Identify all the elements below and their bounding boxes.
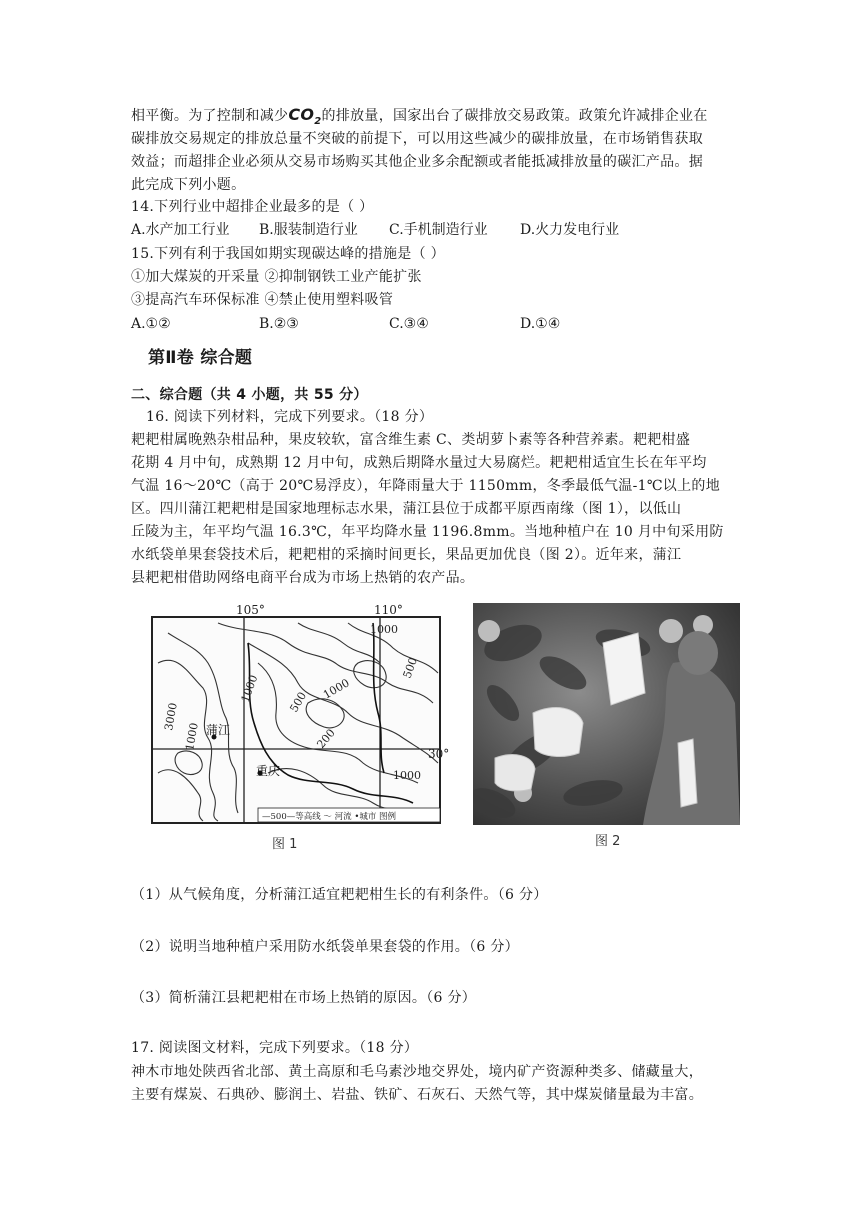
q14-option-b: B.服装制造行业 xyxy=(259,222,358,238)
q16-stem: 16. 阅读下列材料，完成下列要求。（18 分） xyxy=(146,409,434,425)
volume-title: 第Ⅱ卷 综合题 xyxy=(148,348,253,368)
q14-option-d: D.火力发电行业 xyxy=(520,222,620,238)
q16-sub-question-3: （3）简析蒲江县耙耙柑在市场上热销的原因。（6 分） xyxy=(131,990,477,1006)
contour-label-7: 1000 xyxy=(183,721,201,752)
photo-svg xyxy=(473,603,740,825)
contour-label-8: 1000 xyxy=(238,673,261,705)
q16-line-4: 区。四川蒲江耙耙柑是国家地理标志水果，蒲江县位于成都平原西南缘（图 1），以低山 xyxy=(131,501,682,517)
intro-line-2: 碳排放交易规定的排放总量不突破的前提下，可以用这些减少的碳排放量，在市场销售获取 xyxy=(131,131,703,147)
figure-1-caption: 图 1 xyxy=(272,837,298,852)
map-legend: —500—等高线 ～ 河流 •城市 图例 xyxy=(262,812,397,822)
paper-bag-1 xyxy=(603,633,645,705)
q15-option-c: C.③④ xyxy=(389,316,429,332)
intro-line-1-pre: 相平衡。为了控制和减少 xyxy=(131,108,289,124)
worker-head xyxy=(678,631,718,675)
figure-2-caption: 图 2 xyxy=(595,834,621,849)
map-city-pujiang: 蒲江 xyxy=(206,723,231,737)
figure-1-map xyxy=(148,603,453,828)
q16-line-2: 花期 4 月中旬，成熟期 12 月中旬，成熟后期降水量过大易腐烂。耙耙柑适宜生长在年平均 xyxy=(131,455,707,471)
q16-sub-question-1: （1）从气候角度，分析蒲江适宜耙耙柑生长的有利条件。（6 分） xyxy=(131,887,548,903)
q15-items-1: ①加大煤炭的开采量 ②抑制钢铁工业产能扩张 xyxy=(131,269,422,285)
q14-option-a: A.水产加工行业 xyxy=(131,222,230,238)
part-title: 二、综合题（共 4 小题，共 55 分） xyxy=(131,387,368,403)
q15-option-d: D.①④ xyxy=(520,316,561,332)
q16-line-3: 气温 16～20℃（高于 20℃易浮皮），年降雨量大于 1150mm，冬季最低气温-1℃以上的地 xyxy=(131,478,720,494)
co2-text: CO xyxy=(288,105,315,124)
q15-items-2: ③提高汽车环保标准 ④禁止使用塑料吸管 xyxy=(131,292,394,308)
q15-option-a: A.①② xyxy=(131,316,171,332)
contour-label-3: 1000 xyxy=(321,676,352,702)
q15-option-b: B.②③ xyxy=(259,316,299,332)
q17-line-1: 神木市地处陕西省北部、黄土高原和毛乌素沙地交界处，境内矿产资源种类多、储藏量大， xyxy=(131,1064,703,1080)
contour-label-1: 1000 xyxy=(370,623,398,636)
intro-line-3: 效益；而超排企业必须从交易市场购买其他企业多余配额或者能抵减排放量的碳汇产品。据 xyxy=(131,154,703,170)
q16-line-5: 丘陵为主，年平均气温 16.3℃，年平均降水量 1196.8mm。当地种植户在 10 月中旬采用防 xyxy=(131,524,724,540)
paper-bag-3 xyxy=(495,755,535,791)
q14-stem: 14.下列行业中超排企业最多的是（ ） xyxy=(131,199,374,215)
q16-sub-question-2: （2）说明当地种植户采用防水纸袋单果套袋的作用。（6 分） xyxy=(131,939,519,955)
q17-line-2: 主要有煤炭、石典砂、膨润土、岩盐、铁矿、石灰石、天然气等，其中煤炭储量最为丰富。 xyxy=(131,1087,703,1103)
contour-label-4: 500 xyxy=(400,655,421,681)
q14-option-c: C.手机制造行业 xyxy=(389,222,488,238)
intro-line-4: 此完成下列小题。 xyxy=(131,177,246,193)
map-lat-30: 30° xyxy=(428,747,450,761)
figure-2-photo xyxy=(473,603,740,825)
q15-stem: 15.下列有利于我国如期实现碳达峰的措施是（ ） xyxy=(131,246,445,262)
paper-bag-2 xyxy=(533,708,583,757)
map-lon-105: 105° xyxy=(236,603,265,617)
q16-line-7: 县耙耙柑借助网络电商平台成为市场上热销的农产品。 xyxy=(131,570,475,586)
intro-line-1-post: 的排放量，国家出台了碳排放交易政策。政策允许减排企业在 xyxy=(321,108,708,124)
q16-line-1: 耙耙柑属晚熟杂柑品种，果皮较软，富含维生素 C、类胡萝卜素等各种营养素。耙耙柑盛 xyxy=(131,432,691,448)
q16-line-6: 水纸袋单果套袋技术后，耙耙柑的采摘时间更长，果品更加优良（图 2）。近年来，蒲江 xyxy=(131,547,682,563)
contour-label-6: 3000 xyxy=(162,701,180,732)
q17-stem: 17. 阅读图文材料，完成下列要求。（18 分） xyxy=(131,1040,419,1056)
co2-subscript: 2 xyxy=(314,116,322,128)
contour-label-9: 1000 xyxy=(393,769,421,782)
map-city-chongqing: 重庆 xyxy=(256,764,281,778)
map-svg xyxy=(148,603,453,828)
co2-formula xyxy=(288,105,322,128)
map-lon-110: 110° xyxy=(374,603,403,617)
contour-label-5: 200 xyxy=(314,726,338,751)
contour-label-2: 500 xyxy=(287,689,310,715)
